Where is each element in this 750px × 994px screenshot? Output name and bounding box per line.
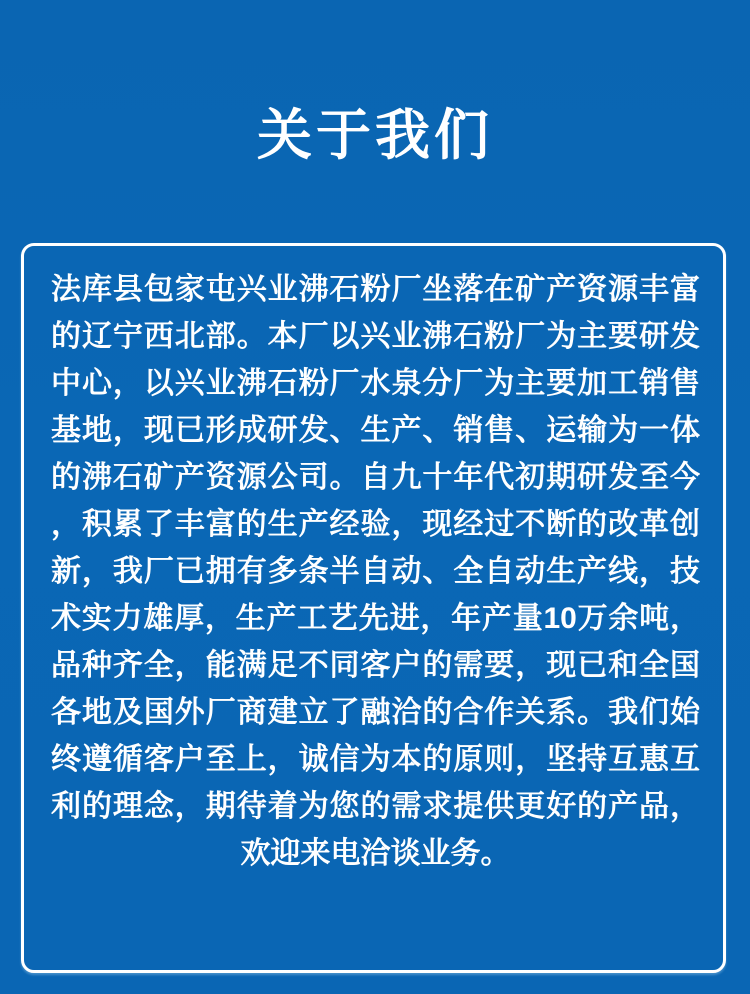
about-text-line: 基地，现已形成研发、生产、销售、运输为一体 — [51, 414, 700, 447]
about-text-line: 各地及国外厂商建立了融洽的合作关系。我们始 — [51, 696, 700, 729]
about-text-line: 终遵循客户至上，诚信为本的原则，坚持互惠互 — [51, 743, 700, 776]
about-text-line: 中心，以兴业沸石粉厂水泉分厂为主要加工销售 — [51, 367, 700, 400]
about-text-line: 利的理念，期待着为您的需求提供更好的产品， — [51, 790, 700, 823]
about-text-line: ，积累了丰富的生产经验，现经过不断的改革创 — [51, 508, 700, 541]
about-text-line: 品种齐全，能满足不同客户的需要，现已和全国 — [51, 649, 700, 682]
about-text-line: 新，我厂已拥有多条半自动、全自动生产线，技 — [51, 555, 700, 588]
about-text-line: 术实力雄厚，生产工艺先进，年产量10万余吨， — [51, 602, 700, 635]
about-text-line: 的沸石矿产资源公司。自九十年代初期研发至今 — [51, 461, 700, 494]
about-text-line: 法库县包家屯兴业沸石粉厂坐落在矿产资源丰富 — [51, 273, 700, 306]
about-text-last-line: 欢迎来电洽谈业务。 — [240, 837, 511, 870]
page-title: 关于我们 — [256, 104, 493, 166]
about-card — [21, 243, 726, 973]
about-text-line: 的辽宁西北部。本厂以兴业沸石粉厂为主要研发 — [51, 320, 700, 353]
